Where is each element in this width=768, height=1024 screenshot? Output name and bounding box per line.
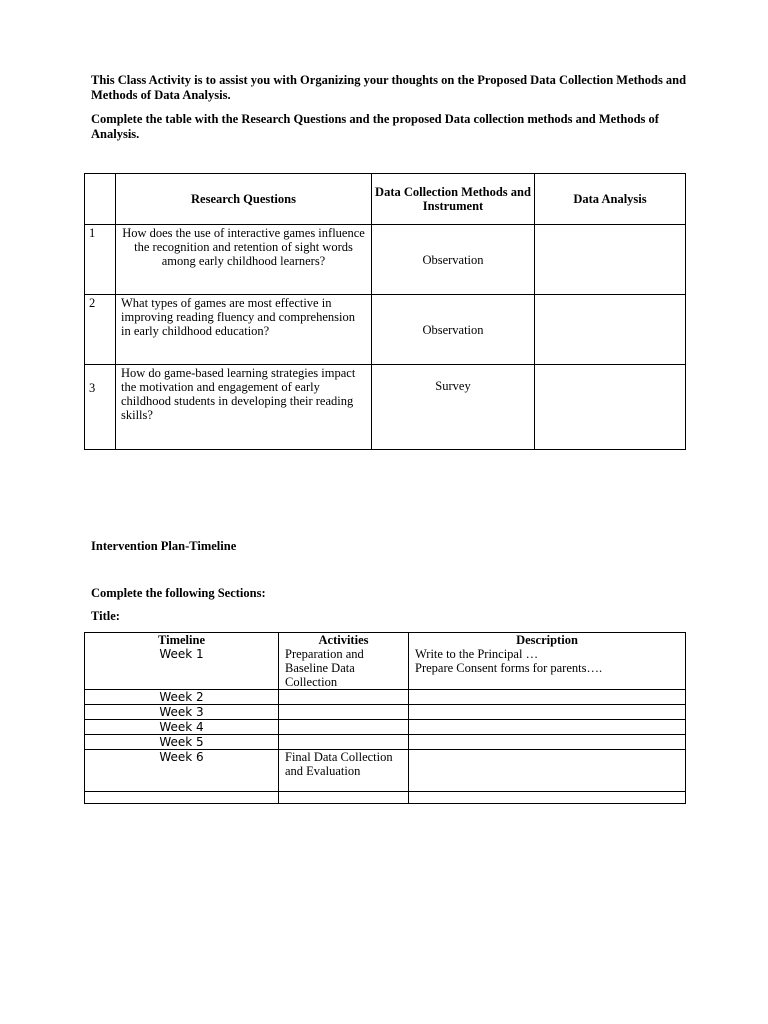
row-number: 3 (85, 365, 116, 450)
header-data-collection-methods: Data Collection Methods and Instrument (372, 174, 535, 225)
intervention-plan-heading: Intervention Plan-Timeline (91, 539, 237, 553)
activity-cell[interactable] (279, 705, 409, 720)
header-description: Description (409, 633, 686, 648)
table-row (85, 705, 686, 720)
description-cell[interactable] (409, 792, 686, 804)
table-row (85, 792, 686, 804)
intro-paragraph: This Class Activity is to assist you with Organizing your thoughts on the Proposed Data Collection Methods and Methods of Data Analysis. (91, 73, 687, 102)
description-cell[interactable] (409, 750, 686, 792)
table-row (85, 295, 686, 365)
data-analysis-cell[interactable] (535, 295, 686, 365)
table-row (85, 365, 686, 450)
table-row (85, 735, 686, 750)
description-line: Write to the Principal … (415, 647, 539, 661)
description-cell[interactable] (409, 690, 686, 705)
table-row (85, 225, 686, 295)
activity-cell[interactable] (279, 735, 409, 750)
week-label (85, 792, 279, 804)
table-row (85, 750, 686, 792)
activity-cell[interactable] (279, 690, 409, 705)
row-number: 1 (85, 225, 116, 295)
research-question: How does the use of interactive games influence the recognition and retention of sight words among early childhood learners? (116, 225, 372, 295)
header-number (85, 174, 116, 225)
header-timeline: Timeline (85, 633, 279, 648)
title-label: Title: (91, 609, 120, 623)
header-data-analysis: Data Analysis (535, 174, 686, 225)
week-label: Week 6 (85, 750, 279, 792)
activity-cell[interactable] (279, 792, 409, 804)
data-collection-method: Observation (372, 295, 535, 365)
data-analysis-cell[interactable] (535, 365, 686, 450)
activity-cell[interactable]: Final Data Collection and Evaluation (279, 750, 409, 792)
table-header-row (85, 174, 686, 225)
description-cell[interactable] (409, 720, 686, 735)
timeline-table (84, 632, 686, 804)
description-cell[interactable] (409, 647, 686, 690)
table-row (85, 720, 686, 735)
sections-instruction: Complete the following Sections: (91, 586, 266, 600)
table-row (85, 647, 686, 690)
week-label: Week 3 (85, 705, 279, 720)
data-collection-method: Survey (372, 365, 535, 450)
activity-cell[interactable]: Preparation and Baseline Data Collection (279, 647, 409, 690)
research-questions-table (84, 173, 686, 450)
description-cell[interactable] (409, 705, 686, 720)
timeline-header-row (85, 633, 686, 648)
row-number: 2 (85, 295, 116, 365)
description-cell[interactable] (409, 735, 686, 750)
week-label: Week 4 (85, 720, 279, 735)
week-label: Week 1 (85, 647, 279, 690)
research-question: How do game-based learning strategies impact the motivation and engagement of early childhood students in developing their reading skills? (116, 365, 372, 450)
description-line: Prepare Consent forms for parents…. (415, 661, 603, 675)
activity-cell[interactable] (279, 720, 409, 735)
instruction-paragraph: Complete the table with the Research Questions and the proposed Data collection methods and Methods of Analysis. (91, 112, 659, 141)
week-label: Week 2 (85, 690, 279, 705)
data-analysis-cell[interactable] (535, 225, 686, 295)
data-collection-method: Observation (372, 225, 535, 295)
table-row (85, 690, 686, 705)
research-question: What types of games are most effective in improving reading fluency and comprehension in early childhood education? (116, 295, 372, 365)
header-research-questions: Research Questions (116, 174, 372, 225)
header-activities: Activities (279, 633, 409, 648)
week-label: Week 5 (85, 735, 279, 750)
